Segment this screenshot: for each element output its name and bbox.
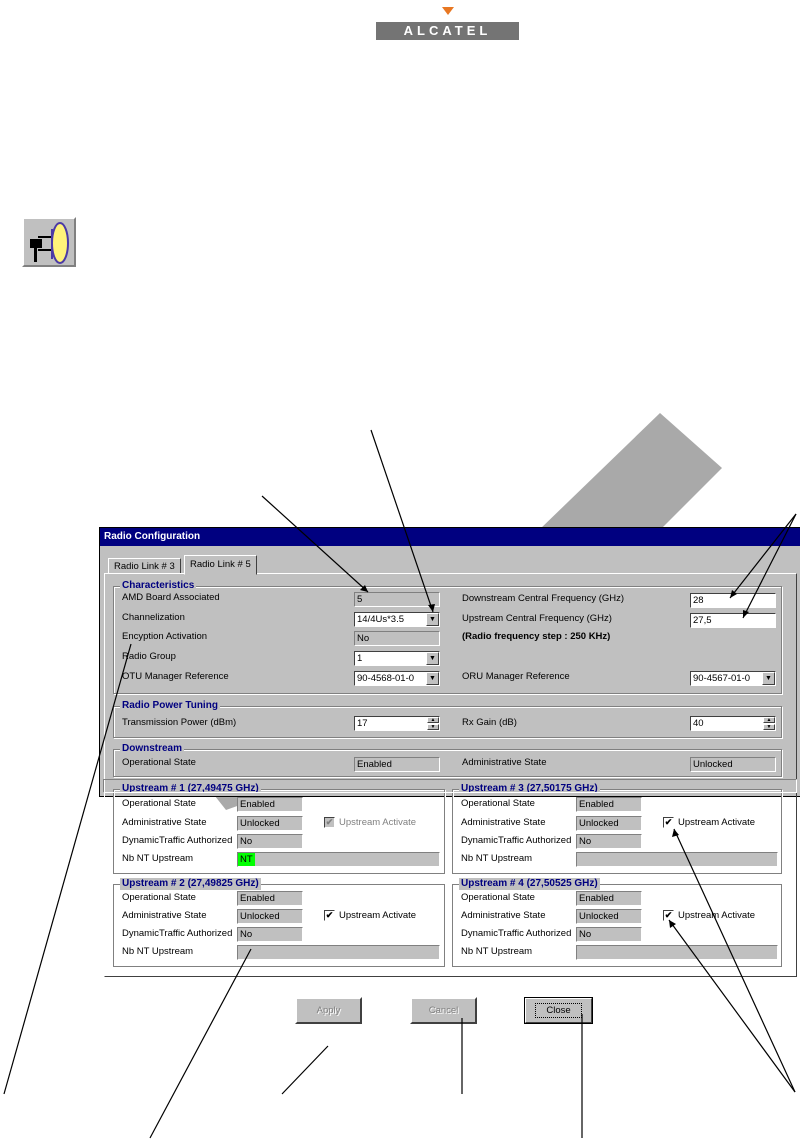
upstream-3-traffic-label: DynamicTraffic Authorized xyxy=(461,835,572,846)
downstream-group xyxy=(113,743,782,777)
oru-value: 90-4567-01-0 xyxy=(693,673,751,684)
upstream-1-title: Upstream # 1 (27,49475 GHz) xyxy=(122,783,259,794)
chevron-down-icon[interactable]: ▼ xyxy=(426,652,439,665)
upstream-2-op-field: Enabled xyxy=(237,891,303,906)
channelization-value: 14/4Us*3.5 xyxy=(357,614,405,625)
amd-board-field: 5 xyxy=(354,592,440,607)
channelization-select[interactable] xyxy=(354,612,440,627)
freq-step-note: (Radio frequency step : 250 KHz) xyxy=(462,631,611,642)
upstream-freq-input[interactable]: 27,5 xyxy=(690,613,776,628)
upstream-3-op-field: Enabled xyxy=(576,797,642,812)
tx-power-spinner[interactable] xyxy=(354,716,440,731)
upstream-4-activate-label: Upstream Activate xyxy=(678,910,756,921)
upstream-2-activate-checkbox[interactable]: ✔ xyxy=(325,910,334,920)
upstream-1-admin-label: Administrative State xyxy=(122,817,207,828)
tx-power-value: 17 xyxy=(357,718,368,729)
upstream-2-title: Upstream # 2 (27,49825 GHz) xyxy=(122,878,259,889)
rx-gain-value: 40 xyxy=(693,718,704,729)
downstream-admin-field: Unlocked xyxy=(690,757,776,772)
upstream-1-traffic-field: No xyxy=(237,834,303,849)
channelization-label: Channelization xyxy=(122,612,185,623)
upstream-3-activate-checkbox[interactable]: ✔ xyxy=(664,817,673,827)
close-button[interactable] xyxy=(524,997,593,1024)
cancel-button[interactable]: Cancel xyxy=(410,997,477,1024)
upstream-4-traffic-label: DynamicTraffic Authorized xyxy=(461,928,572,939)
radio-configuration-dialog xyxy=(99,527,800,1016)
upstream-1-nb-value: NT xyxy=(240,854,253,865)
tab-radio-link-5[interactable]: Radio Link # 5 xyxy=(184,555,257,575)
upstream-2-traffic-label: DynamicTraffic Authorized xyxy=(122,928,233,939)
otu-value: 90-4568-01-0 xyxy=(357,673,415,684)
upstream-4-admin-label: Administrative State xyxy=(461,910,546,921)
upstream-2-activate-label: Upstream Activate xyxy=(339,910,417,921)
close-button-label: Close xyxy=(535,1003,581,1018)
upstream-4-traffic-field: No xyxy=(576,927,642,942)
chevron-down-icon[interactable]: ▼ xyxy=(426,672,439,685)
upstream-3-nb-label: Nb NT Upstream xyxy=(461,853,533,864)
upstream-1-nb-bar xyxy=(237,852,440,867)
upstream-2-nb-label: Nb NT Upstream xyxy=(122,946,194,957)
encryption-field: No xyxy=(354,631,440,646)
upstream-3-traffic-field: No xyxy=(576,834,642,849)
upstream-1-op-label: Operational State xyxy=(122,798,196,809)
radio-group-label: Radio Group xyxy=(122,651,176,662)
apply-button[interactable]: Apply xyxy=(295,997,362,1024)
radio-group-select[interactable] xyxy=(354,651,440,666)
upstream-1-activate-label: Upstream Activate xyxy=(339,817,417,828)
upstream-4-nb-bar xyxy=(576,945,778,960)
characteristics-title: Characteristics xyxy=(122,580,195,591)
oru-select[interactable] xyxy=(690,671,776,686)
upstream-3-op-label: Operational State xyxy=(461,798,535,809)
spin-down-icon[interactable]: ▼ xyxy=(763,724,775,730)
downstream-admin-label: Administrative State xyxy=(462,757,547,768)
upstream-1-op-field: Enabled xyxy=(237,797,303,812)
spin-up-icon[interactable]: ▲ xyxy=(427,717,439,723)
chevron-down-icon[interactable]: ▼ xyxy=(426,613,439,626)
rx-gain-spinner[interactable] xyxy=(690,716,776,731)
upstream-3-admin-label: Administrative State xyxy=(461,817,546,828)
upstream-2-admin-label: Administrative State xyxy=(122,910,207,921)
upstream-2-admin-field: Unlocked xyxy=(237,909,303,924)
status-bar xyxy=(103,779,797,793)
upstream-4-op-label: Operational State xyxy=(461,892,535,903)
downstream-op-label: Operational State xyxy=(122,757,196,768)
upstream-4-admin-field: Unlocked xyxy=(576,909,642,924)
dialog-title: Radio Configuration xyxy=(100,528,800,546)
upstream-4-nb-label: Nb NT Upstream xyxy=(461,946,533,957)
spin-down-icon[interactable]: ▼ xyxy=(427,724,439,730)
upstream-1-admin-field: Unlocked xyxy=(237,816,303,831)
amd-board-label: AMD Board Associated xyxy=(122,592,220,603)
upstream-1-nb-label: Nb NT Upstream xyxy=(122,853,194,864)
upstream-4-op-field: Enabled xyxy=(576,891,642,906)
upstream-2-traffic-field: No xyxy=(237,927,303,942)
upstream-4-activate-checkbox[interactable]: ✔ xyxy=(664,910,673,920)
downstream-freq-label: Downstream Central Frequency (GHz) xyxy=(462,593,625,604)
otu-select[interactable] xyxy=(354,671,440,686)
downstream-title: Downstream xyxy=(122,743,183,754)
upstream-1-traffic-label: DynamicTraffic Authorized xyxy=(122,835,233,846)
alcatel-logo: ALCATEL xyxy=(376,22,519,40)
upstream-2-op-label: Operational State xyxy=(122,892,196,903)
upstream-4-title: Upstream # 4 (27,50525 GHz) xyxy=(461,878,598,889)
upstream-3-activate-label: Upstream Activate xyxy=(678,817,756,828)
power-title: Radio Power Tuning xyxy=(122,700,218,711)
oru-label: ORU Manager Reference xyxy=(462,671,570,682)
spin-up-icon[interactable]: ▲ xyxy=(763,717,775,723)
chevron-down-icon[interactable]: ▼ xyxy=(762,672,775,685)
downstream-op-field: Enabled xyxy=(354,757,440,772)
upstream-1-activate-checkbox[interactable]: ✔ xyxy=(325,817,334,827)
upstream-3-admin-field: Unlocked xyxy=(576,816,642,831)
upstream-freq-label: Upstream Central Frequency (GHz) xyxy=(462,613,612,624)
downstream-freq-input[interactable]: 28 xyxy=(690,593,776,608)
upstream-3-nb-bar xyxy=(576,852,778,867)
upstream-3-title: Upstream # 3 (27,50175 GHz) xyxy=(461,783,598,794)
tab-radio-link-3[interactable]: Radio Link # 3 xyxy=(108,558,181,574)
radio-group-value: 1 xyxy=(357,653,363,664)
rx-gain-label: Rx Gain (dB) xyxy=(462,717,517,728)
otu-label: OTU Manager Reference xyxy=(122,671,229,682)
upstream-2-nb-bar xyxy=(237,945,440,960)
tx-power-label: Transmission Power (dBm) xyxy=(122,717,237,728)
encryption-label: Encyption Activation xyxy=(122,631,208,642)
